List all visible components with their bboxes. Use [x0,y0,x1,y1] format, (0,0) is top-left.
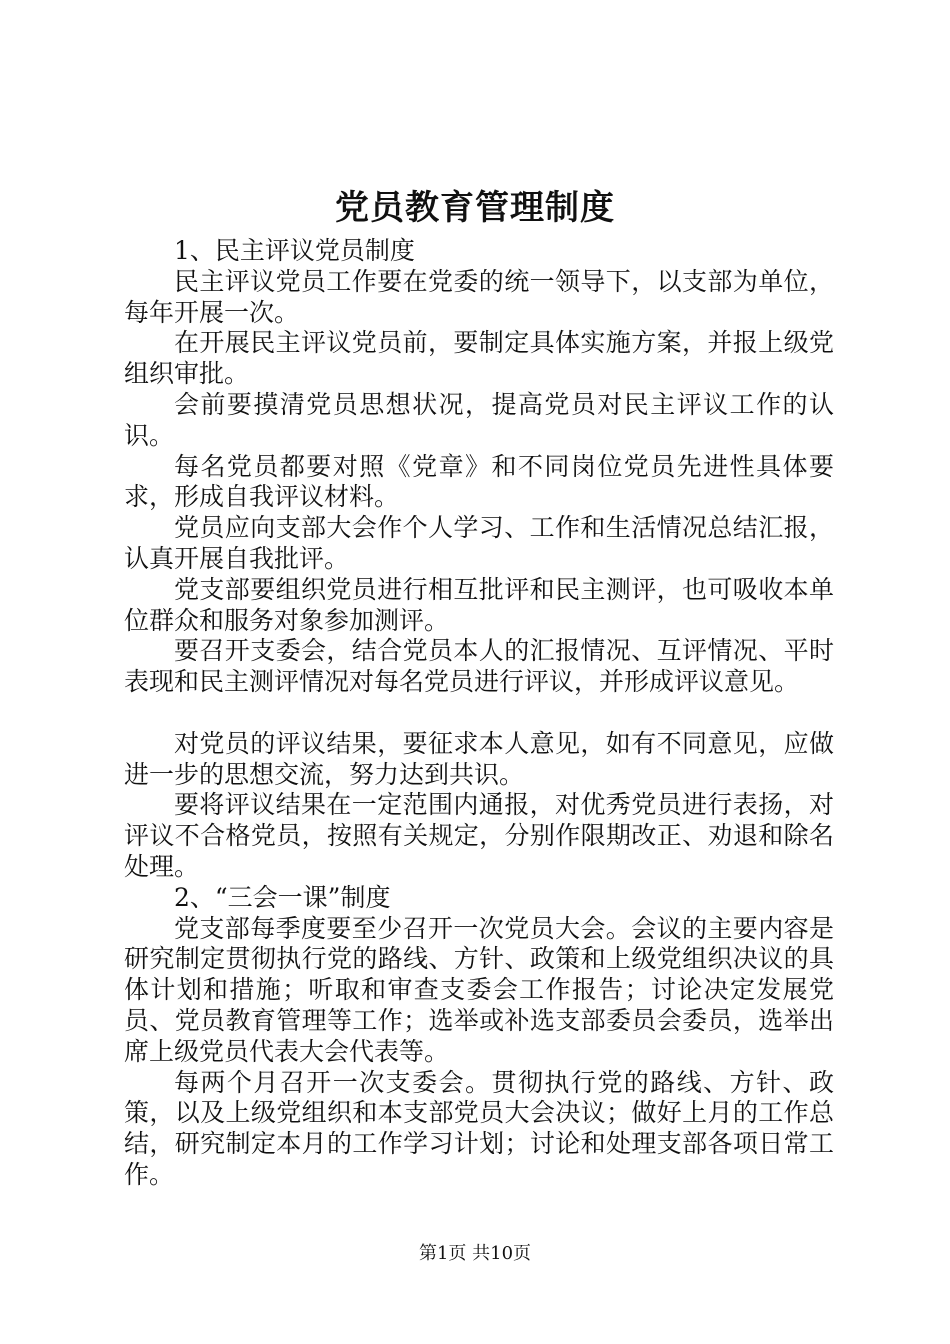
body-paragraph: 每两个月召开一次支委会。贯彻执行党的路线、方针、政策，以及上级党组织和本支部党员大会决议；做好上月的工作总结，研究制定本月的工作学习计划；讨论和处理支部各项日常工作。 [124,1067,834,1189]
body-paragraph: 要将评议结果在一定范围内通报，对优秀党员进行表扬，对评议不合格党员，按照有关规定，分别作限期改正、劝退和除名处理。 [124,790,834,881]
document-title: 党员教育管理制度 [335,188,615,228]
page-footer: 第1页 共10页 [418,1243,532,1264]
body-paragraph: 要召开支委会，结合党员本人的汇报情况、互评情况、平时表现和民主测评情况对每名党员进行评议，并形成评议意见。 [124,636,834,697]
body-paragraph: 在开展民主评议党员前，要制定具体实施方案，并报上级党组织审批。 [124,328,834,389]
body-paragraph: 党支部要组织党员进行相互批评和民主测评，也可吸收本单位群众和服务对象参加测评。 [124,574,834,635]
body-paragraph: 对党员的评议结果，要征求本人意见，如有不同意见，应做进一步的思想交流，努力达到共识。 [124,728,834,789]
body-paragraph: 党员应向支部大会作个人学习、工作和生活情况总结汇报，认真开展自我批评。 [124,513,834,573]
body-paragraph: 每名党员都要对照《党章》和不同岗位党员先进性具体要求，形成自我评议材料。 [124,451,834,512]
document-body [124,236,834,1191]
section-heading: 2、“三会一课”制度 [174,882,391,912]
body-paragraph: 党支部每季度要至少召开一次党员大会。会议的主要内容是研究制定贯彻执行党的路线、方针、政策和上级党组织决议的具体计划和措施；听取和审查支委会工作报告；讨论决定发展党员、党员教育管理等工作；选举或补选支部委员会委员，选举出席上级党员代表大会代表等。 [124,913,834,1066]
body-paragraph: 会前要摸清党员思想状况，提高党员对民主评议工作的认识。 [124,389,834,450]
body-paragraph: 民主评议党员工作要在党委的统一领导下，以支部为单位，每年开展一次。 [124,266,834,327]
blank-line [124,698,834,729]
section-heading: 1、民主评议党员制度 [174,236,415,265]
